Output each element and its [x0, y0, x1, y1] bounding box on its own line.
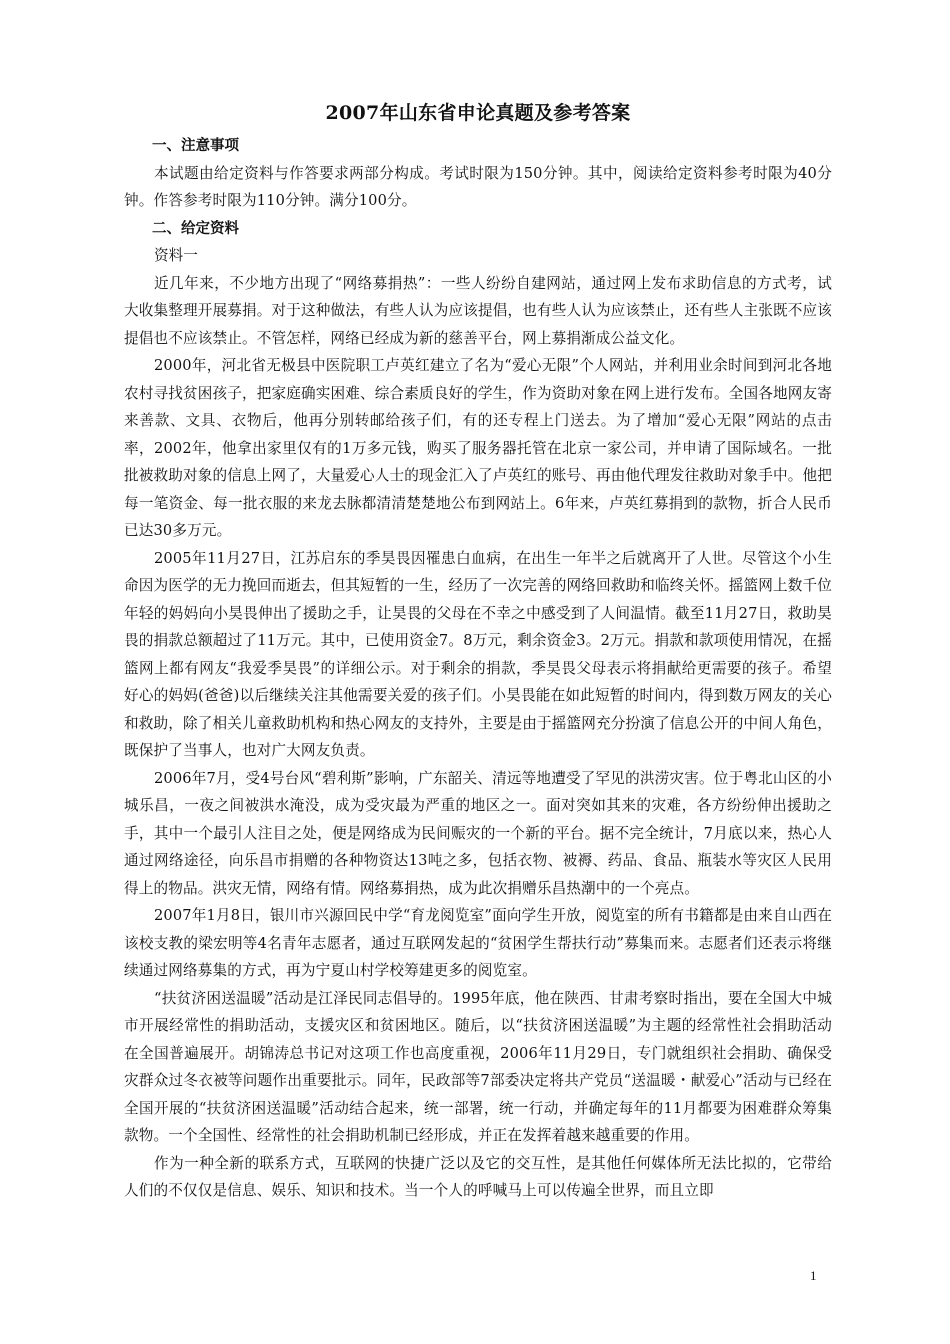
- material-label: 资料一: [154, 247, 198, 264]
- body-paragraph: 2000年，河北省无极县中医院职工卢英红建立了名为“爱心无限”个人网站，并利用业余时间到河北各地农村寻找贫困孩子，把家庭确实困难、综合素质良好的学生，作为资助对象在网上进行发布。全国各地网友寄来善款、文具、衣物后，他再分别转邮给孩子们，有的还专程上门送去。为了增加“爱心无限”网站的点击率，2002年，他拿出家里仅有的1万多元钱，购买了服务器托管在北京一家公司，并申请了国际域名。一批批被救助对象的信息上网了，大量爱心人士的现金汇入了卢英红的账号、再由他代理发往救助对象手中。他把每一笔资金、每一批衣服的来龙去脉都清清楚楚地公布到网站上。6年来，卢英红募捐到的款物，折合人民币已达30多万元。: [124, 357, 832, 539]
- section-heading-materials: 二、给定资料: [152, 219, 239, 237]
- document-body: [124, 98, 832, 1205]
- body-paragraph: 近几年来，不少地方出现了“网络募捐热”：一些人纷纷自建网站，通过网上发布求助信息的方式考，试大收集整理开展募捐。对于这种做法，有些人认为应该提倡，也有些人认为应该禁止，还有些人主张既不应该提倡也不应该禁止。不管怎样，网络已经成为新的慈善平台，网上募捐渐成公益文化。: [124, 274, 832, 347]
- page-number: 1: [810, 1268, 817, 1283]
- body-paragraph: 2007年1月8日，银川市兴源回民中学“育龙阅览室”面向学生开放，阅览室的所有书籍都是由来自山西在该校支教的梁宏明等4名青年志愿者，通过互联网发起的“贫困学生帮扶行动”募集而来。志愿者们还表示将继续通过网络募集的方式，再为宁夏山村学校筹建更多的阅览室。: [124, 907, 832, 979]
- notes-paragraph: 本试题由给定资料与作答要求两部分构成。考试时限为150分钟。其中，阅读给定资料参考时限为40分钟。作答参考时限为110分钟。满分100分。: [124, 164, 832, 209]
- document-title: 2007年山东省申论真题及参考答案: [325, 102, 631, 124]
- body-paragraph: 作为一种全新的联系方式，互联网的快捷广泛以及它的交互性，是其他任何媒体所无法比拟的，它带给人们的不仅仅是信息、娱乐、知识和技术。当一个人的呼喊马上可以传遍全世界，而且立即: [124, 1154, 832, 1199]
- body-paragraph: “扶贫济困送温暖”活动是江泽民同志倡导的。1995年底，他在陕西、甘肃考察时指出，要在全国大中城市开展经常性的捐助活动，支援灾区和贫困地区。随后，以“扶贫济困送温暖”为主题的经常性社会捐助活动在全国普遍展开。胡锦涛总书记对这项工作也高度重视，2006年11月29日，专门就组织社会捐助、确保受灾群众过冬衣被等问题作出重要批示。同年，民政部等7部委决定将共产党员“送温暖・献爱心”活动与已经在全国开展的“扶贫济困送温暖”活动结合起来，统一部署，统一行动，并确定每年的11月都要为困难群众筹集款物。一个全国性、经常性的社会捐助机制已经形成，并正在发挥着越来越重要的作用。: [124, 989, 832, 1144]
- body-paragraph: 2005年11月27日，江苏启东的季昊畏因罹患白血病，在出生一年半之后就离开了人世。尽管这个小生命因为医学的无力挽回而逝去，但其短暂的一生，经历了一次完善的网络回救助和临终关怀。摇篮网上数千位年轻的妈妈向小昊畏伸出了援助之手，让昊畏的父母在不幸之中感受到了人间温情。截至11月27日，救助昊畏的捐款总额超过了11万元。其中，已使用资金7。8万元，剩余资金3。2万元。捐款和款项使用情况，在摇篮网上都有网友“我爱季昊畏”的详细公示。对于剩余的捐款，季昊畏父母表示将捐献给更需要的孩子。希望好心的妈妈(爸爸)以后继续关注其他需要关爱的孩子们。小昊畏能在如此短暂的时间内，得到数万网友的关心和救助，除了相关儿童救助机构和热心网友的支持外，主要是由于摇篮网充分扮演了信息公开的中间人角色，既保护了当事人，也对广大网友负责。: [124, 549, 832, 759]
- section-heading-notes: 一、注意事项: [152, 137, 239, 154]
- body-paragraph: 2006年7月，受4号台风“碧利斯”影响，广东韶关、清远等地遭受了罕见的洪涝灾害。位于粤北山区的小城乐昌，一夜之间被洪水淹没，成为受灾最为严重的地区之一。面对突如其来的灾难，各方纷纷伸出援助之手，其中一个最引人注目之处，便是网络成为民间赈灾的一个新的平台。据不完全统计，7月底以来，热心人通过网络途径，向乐昌市捐赠的各种物资达13吨之多，包括衣物、被褥、药品、食品、瓶装水等灾区人民用得上的物品。洪灾无情，网络有情。网络募捐热，成为此次捐赠乐昌热潮中的一个亮点。: [124, 769, 832, 897]
